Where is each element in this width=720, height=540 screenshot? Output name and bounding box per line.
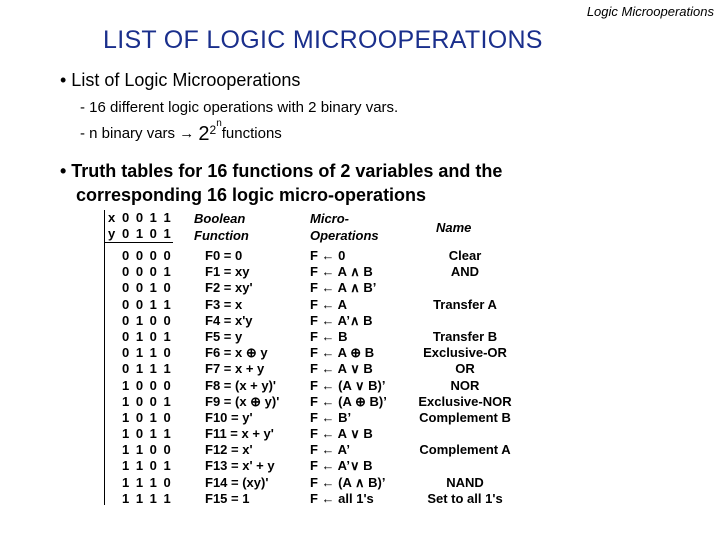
microoperations-header: [310, 210, 379, 244]
microoperation-entry: F ← 0: [310, 248, 346, 263]
x-bits: 0 0 1 1: [122, 210, 173, 225]
microoperation-entry: F ← (A ∨ B)’: [310, 377, 386, 393]
operation-name-entry: NOR: [450, 377, 480, 393]
slide-title: LIST OF LOGIC MICROOPERATIONS: [103, 26, 543, 54]
bullet-list-of-logic-microoperations: • List of Logic Microoperations: [60, 70, 301, 90]
operation-name-entry: Complement B: [419, 409, 511, 425]
micro-header-line1: Micro-: [310, 211, 349, 226]
sub2-suffix: functions: [221, 125, 282, 142]
truth-table-row: 0 1 1 1: [122, 361, 173, 377]
boolean-header-line1: Boolean: [194, 211, 246, 226]
truth-table-row: 0 0 1 0: [122, 280, 173, 296]
power-exponent-n: n: [216, 118, 222, 129]
truth-table-rows: [122, 248, 172, 507]
operation-name-entry: Clear: [448, 248, 482, 263]
operation-name-entry: Exclusive-OR: [423, 345, 507, 361]
boolean-function-entry: F0 = 0: [205, 248, 243, 263]
micro-header-line2: Operations: [310, 228, 379, 243]
sub-bullet-16-operations: - 16 different logic operations with 2 binary vars.: [80, 99, 399, 116]
microoperation-entry: F ← A’∨ B: [310, 458, 373, 474]
x-label: x: [108, 210, 116, 225]
name-header: Name: [436, 220, 472, 235]
microoperation-entry: F ← B: [310, 328, 348, 344]
boolean-function-entry: F3 = x: [205, 296, 243, 312]
power-exponent: 2: [209, 123, 217, 137]
y-label: y: [108, 226, 116, 241]
microoperation-entry: F ← A’: [310, 442, 350, 458]
arrow-icon: →: [179, 125, 195, 142]
sub-bullet-n-binary-vars: [80, 118, 282, 145]
truth-table-row: 1 0 0 0: [122, 377, 173, 393]
truth-table-row: 0 0 0 1: [122, 264, 173, 280]
truth-table-row: 0 0 1 1: [122, 296, 173, 312]
power-base: 2: [198, 123, 210, 145]
operation-name-entry: Transfer A: [433, 296, 497, 312]
microoperation-entry: F ← all 1's: [310, 490, 374, 506]
truth-table-row: 0 1 0 0: [122, 312, 173, 328]
boolean-function-entry: F15 = 1: [205, 490, 250, 506]
boolean-header-line2: Function: [194, 228, 249, 243]
truth-table-row: 1 1 0 0: [122, 442, 173, 458]
boolean-function-entry: F1 = xy: [205, 264, 250, 280]
microoperation-entry: F ← A ⊕ B: [310, 345, 375, 361]
boolean-function-entry: F14 = (xy)': [205, 474, 269, 490]
boolean-function-entry: F5 = y: [205, 328, 243, 344]
truth-table: [104, 210, 177, 505]
boolean-function-header: [194, 210, 249, 244]
boolean-function-entry: F4 = x'y: [205, 312, 253, 328]
truth-table-row: 0 0 0 0: [122, 248, 173, 263]
operation-name-entry: [410, 280, 520, 296]
microoperation-column: [310, 248, 387, 507]
microoperation-entry: F ← A ∧ B’: [310, 280, 377, 296]
boolean-function-entry: F2 = xy': [205, 280, 253, 296]
boolean-function-entry: F6 = x ⊕ y: [205, 345, 268, 361]
boolean-function-column: [205, 248, 279, 507]
operation-name-entry: AND: [450, 264, 480, 280]
microoperation-entry: F ← A ∨ B: [310, 361, 373, 377]
truth-table-row: 1 1 1 1: [122, 490, 173, 506]
operation-name-entry: [410, 458, 520, 474]
operation-name-entry: [410, 426, 520, 442]
truth-table-row: 1 0 0 1: [122, 393, 173, 409]
header-divider: [105, 242, 173, 243]
bullet-truth-tables-line2: corresponding 16 logic micro-operations: [76, 185, 427, 205]
microoperation-entry: F ← A ∧ B: [310, 264, 373, 280]
truth-table-row: 1 1 0 1: [122, 458, 173, 474]
boolean-function-entry: F13 = x' + y: [205, 458, 275, 474]
boolean-function-entry: F9 = (x ⊕ y)': [205, 393, 280, 409]
operation-name-entry: Transfer B: [432, 328, 498, 344]
truth-table-row: 1 0 1 0: [122, 409, 173, 425]
boolean-function-entry: F7 = x + y: [205, 361, 265, 377]
truth-table-row: 1 0 1 1: [122, 426, 173, 442]
operation-name-entry: [410, 313, 520, 329]
operation-name-entry: OR: [455, 361, 475, 377]
microoperation-entry: F ← A ∨ B: [310, 426, 373, 442]
truth-table-row: 0 1 0 1: [122, 328, 173, 344]
operation-name-entry: Complement A: [419, 442, 511, 458]
boolean-function-entry: F10 = y': [205, 409, 253, 425]
microoperation-entry: F ← A: [310, 296, 348, 312]
sub2-prefix: - n binary vars: [80, 125, 176, 142]
bullet-truth-tables: • Truth tables for 16 functions of 2 variables and the: [60, 161, 503, 181]
operation-name-entry: NAND: [446, 474, 484, 490]
truth-table-row: 0 1 1 0: [122, 345, 173, 361]
name-column: [410, 248, 520, 507]
boolean-function-entry: F11 = x + y': [205, 426, 274, 442]
y-bits: 0 1 0 1: [122, 226, 173, 241]
microoperation-entry: F ← A’∧ B: [310, 312, 373, 328]
header-title: Logic Microoperations: [586, 4, 714, 19]
boolean-function-entry: F8 = (x + y)': [205, 377, 277, 393]
microoperation-entry: F ← (A ∧ B)’: [310, 474, 386, 490]
microoperation-entry: F ← (A ⊕ B)’: [310, 393, 387, 409]
operation-name-entry: Exclusive-NOR: [418, 393, 512, 409]
microoperation-entry: F ← B’: [310, 409, 352, 425]
truth-table-row: 1 1 1 0: [122, 474, 173, 490]
boolean-function-entry: F12 = x': [205, 442, 253, 458]
operation-name-entry: Set to all 1's: [427, 490, 503, 506]
